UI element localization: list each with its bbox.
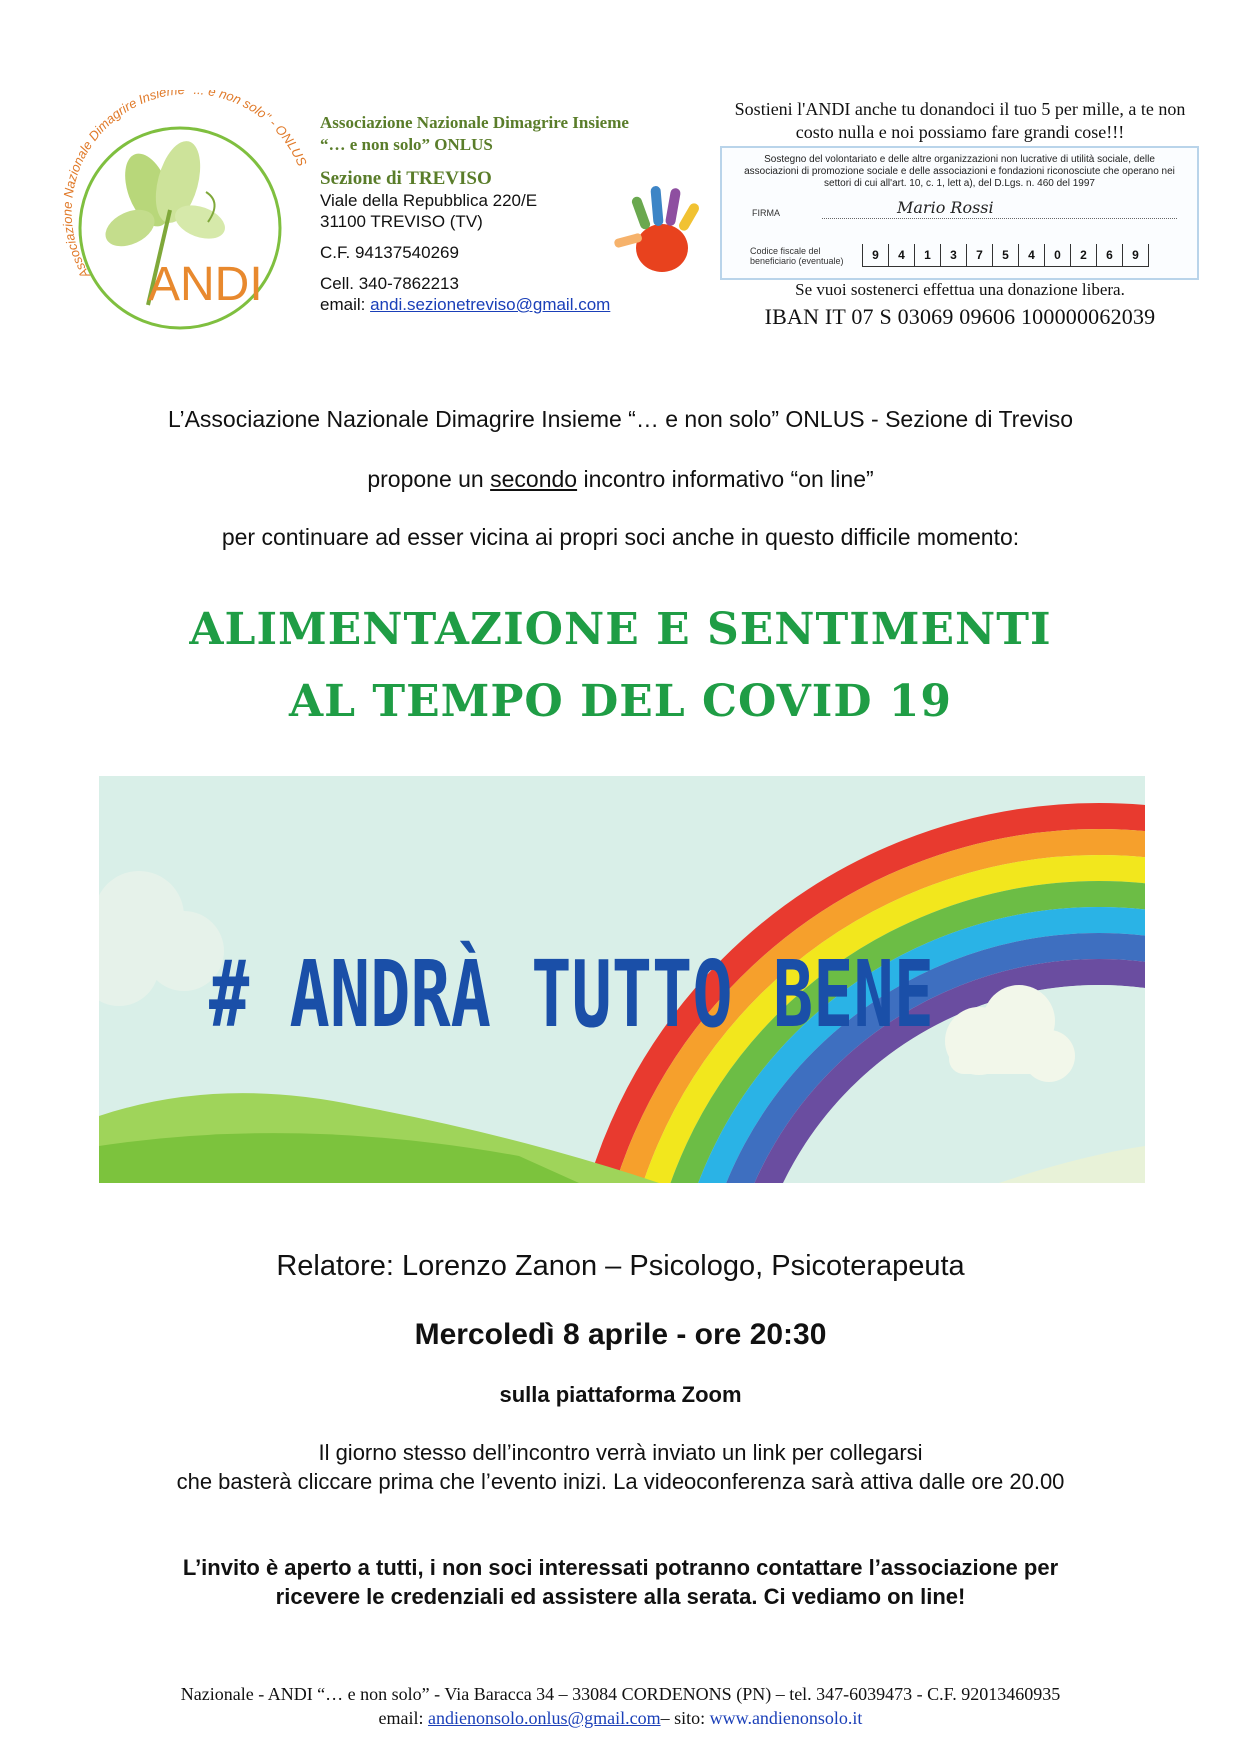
event-date: Mercoledì 8 aprile - ore 20:30 [414, 1318, 827, 1351]
address-line2: 31100 TREVISO (TV) [320, 212, 483, 231]
colored-hand-icon [600, 178, 718, 286]
cf-digit-box: 2 [1071, 244, 1097, 267]
email-label: email: [320, 295, 371, 314]
intro-line2 [60, 466, 1181, 493]
org-name-line2: “… e non solo” ONLUS [320, 135, 493, 154]
section-title: Sezione di TREVISO [320, 168, 492, 189]
firma-label: FIRMA [752, 208, 780, 218]
intro-line2-underlined: secondo [490, 466, 578, 492]
info-line2: che basterà cliccare prima che l’evento inizi. La videoconferenza sarà attiva dalle ore 20.00 [176, 1469, 1065, 1494]
five-per-mille-card [720, 146, 1199, 280]
email-row [320, 294, 700, 315]
footer-site-label: – sito: [660, 1708, 710, 1728]
firma-signature: Mario Rossi [897, 198, 994, 217]
footer-email-label: email: [378, 1708, 429, 1728]
andi-logo-dragonfly-icon [30, 90, 340, 360]
footer [40, 1682, 1201, 1730]
cf-digit-box: 1 [915, 244, 941, 267]
email-link[interactable]: andi.sezionetreviso@gmail.com [370, 295, 611, 314]
five-per-mille-text: Sostieni l'ANDI anche tu donandoci il tuo 5 per mille, a te non costo nulla e noi possiamo fare grandi cose!!! [734, 99, 1186, 142]
address-line1: Viale della Repubblica 220/E [320, 191, 538, 210]
cf-digit-box: 0 [1045, 244, 1071, 267]
footer-email-link[interactable]: andienonsolo.onlus@gmail.com [428, 1708, 661, 1728]
invite-line1: L’invito è aperto a tutti, i non soci interessati potranno contattare l’associazione per [182, 1555, 1059, 1580]
intro-line1: L’Associazione Nazionale Dimagrire Insieme “… e non solo” ONLUS - Sezione di Treviso [167, 406, 1074, 432]
invitation-note [60, 1553, 1181, 1611]
fiscal-code: C.F. 94137540269 [320, 243, 459, 262]
event-info [60, 1438, 1181, 1496]
card-text: Sostegno del volontariato e delle altre organizzazioni non lucrative di utilità sociale, delle associazioni di promozione sociale e delle associazioni e fondazioni riconosciute che operano nei settori di cui all'art. 10, c. 1, lett a), del D.Lgs. n. 460 del 1997 [744, 154, 1175, 189]
speaker: Relatore: Lorenzo Zanon – Psicologo, Psicoterapeuta [276, 1250, 965, 1282]
cf-digit-box: 9 [1123, 244, 1149, 267]
event-title-line1: ALIMENTAZIONE E SENTIMENTI [189, 604, 1052, 655]
footer-line2 [40, 1706, 1201, 1730]
intro-line2-post: incontro informativo “on line” [577, 466, 874, 492]
cf-label: Codice fiscale del beneficiario (eventuale) [750, 246, 844, 266]
iban: IBAN IT 07 S 03069 09606 100000062039 [764, 304, 1156, 329]
event-platform: sulla piattaforma Zoom [499, 1382, 742, 1407]
cf-digit-box: 5 [993, 244, 1019, 267]
logo-wordmark: ANDI [148, 258, 263, 311]
donation-text: Se vuoi sostenerci effettua una donazione libera. [795, 280, 1125, 299]
logo-ring-text: Associazione Nazionale Dimagrire Insiem . e non solo" - ONLUS [59, 90, 310, 282]
rainbow-banner [99, 776, 1145, 1183]
org-name-line1: Associazione Nazionale Dimagrire Insieme [320, 113, 629, 132]
intro-line3: per continuare ad esser vicina ai propri soci anche in questo difficile momento: [221, 524, 1020, 550]
banner-text: # ANDRÀ TUTTO BENE [209, 941, 1145, 1048]
cf-digit-boxes [862, 244, 1149, 267]
cf-digit-box: 4 [1019, 244, 1045, 267]
intro-line2-pre: propone un [367, 466, 491, 492]
footer-line1: Nazionale - ANDI “… e non solo” - Via Baracca 34 – 33084 CORDENONS (PN) – tel. 347-6039473 - C.F. 92013460935 [180, 1684, 1061, 1704]
event-title-line2: AL TEMPO DEL COVID 19 [288, 676, 953, 727]
cf-digit-box: 9 [863, 244, 889, 267]
cf-digit-box: 3 [941, 244, 967, 267]
cf-digit-box: 6 [1097, 244, 1123, 267]
phone-number: Cell. 340-7862213 [320, 274, 459, 293]
cf-digit-box: 7 [967, 244, 993, 267]
info-line1: Il giorno stesso dell’incontro verrà inviato un link per collegarsi [318, 1440, 923, 1465]
invite-line2: ricevere le credenziali ed assistere alla serata. Ci vediamo on line! [275, 1584, 966, 1609]
cf-digit-box: 4 [889, 244, 915, 267]
footer-site-link[interactable]: www.andienonsolo.it [709, 1708, 863, 1728]
